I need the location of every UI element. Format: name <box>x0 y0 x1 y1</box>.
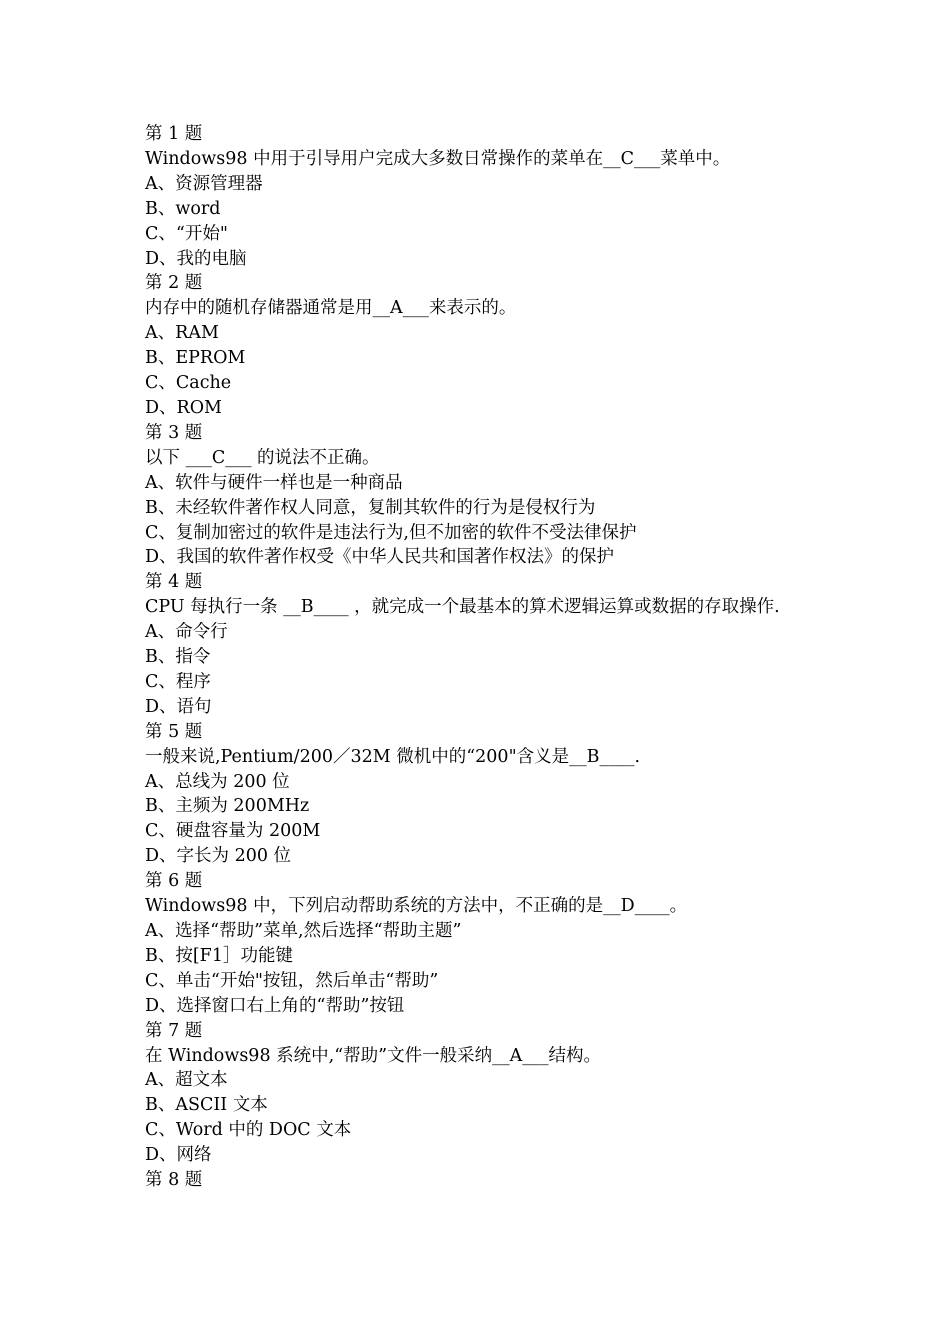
option-a: A、资源管理器 <box>145 173 263 194</box>
option-d: D、语句 <box>145 696 212 717</box>
question-stem: 在 Windows98 系统中,“帮助”文件一般采纳__A___结构。 <box>145 1045 601 1066</box>
option-a: A、软件与硬件一样也是一种商品 <box>145 472 403 493</box>
option-b: B、指令 <box>145 647 211 668</box>
option-d: D、网络 <box>145 1145 212 1166</box>
option-c: C、Cache <box>145 373 232 394</box>
option-c: C、“开始" <box>145 223 228 244</box>
question-title: 第 8 题 <box>145 1170 203 1191</box>
option-d: D、我国的软件著作权受《中华人民共和国著作权法》的保护 <box>145 547 615 568</box>
document-page <box>145 122 825 1193</box>
question-title: 第 6 题 <box>145 871 203 892</box>
question-stem: Windows98 中，下列启动帮助系统的方法中，不正确的是__D____。 <box>145 896 688 917</box>
question-stem: 以下 ___C___ 的说法不正确。 <box>145 447 380 468</box>
question-stem: Windows98 中用于引导用户完成大多数日常操作的菜单在__C___菜单中。 <box>145 148 731 169</box>
question-stem: 一般来说,Pentium/200／32M 微机中的“200"含义是__B____. <box>145 746 641 767</box>
question-5 <box>145 720 825 869</box>
option-d: D、我的电脑 <box>145 248 247 269</box>
question-stem: 内存中的随机存储器通常是用__A___来表示的。 <box>145 298 517 319</box>
option-a: A、选择“帮助”菜单,然后选择“帮助主题” <box>145 921 462 941</box>
option-a: A、超文本 <box>145 1070 228 1091</box>
question-2 <box>145 271 825 420</box>
option-b: B、ASCII 文本 <box>145 1095 268 1116</box>
option-b: B、主频为 200MHz <box>145 796 310 817</box>
option-a: A、RAM <box>145 323 219 344</box>
question-stem: CPU 每执行一条 __B____ ，就完成一个最基本的算术逻辑运算或数据的存取操作. <box>145 597 780 618</box>
question-title: 第 5 题 <box>145 721 203 742</box>
question-title: 第 2 题 <box>145 273 203 294</box>
question-3 <box>145 421 825 570</box>
question-7 <box>145 1019 825 1168</box>
question-title: 第 1 题 <box>145 124 203 144</box>
option-b: B、未经软件著作权人同意，复制其软件的行为是侵权行为 <box>145 497 596 518</box>
question-6 <box>145 869 825 1018</box>
option-b: B、word <box>145 198 221 219</box>
option-a: A、命令行 <box>145 622 228 643</box>
option-a: A、总线为 200 位 <box>145 771 290 792</box>
question-title: 第 4 题 <box>145 572 203 593</box>
option-d: D、选择窗口右上角的“帮助”按钮 <box>145 995 405 1016</box>
option-d: D、ROM <box>145 397 222 418</box>
question-4 <box>145 570 825 719</box>
option-b: B、EPROM <box>145 348 246 369</box>
question-1 <box>145 122 825 271</box>
option-b: B、按[F1］功能键 <box>145 945 293 966</box>
option-c: C、Word 中的 DOC 文本 <box>145 1120 352 1141</box>
option-d: D、字长为 200 位 <box>145 846 292 867</box>
question-8 <box>145 1168 825 1193</box>
question-title: 第 7 题 <box>145 1020 203 1041</box>
option-c: C、硬盘容量为 200M <box>145 821 321 842</box>
question-title: 第 3 题 <box>145 422 203 443</box>
option-c: C、单击“开始"按钮，然后单击“帮助” <box>145 970 439 991</box>
option-c: C、复制加密过的软件是违法行为,但不加密的软件不受法律保护 <box>145 522 637 543</box>
option-c: C、程序 <box>145 671 211 692</box>
